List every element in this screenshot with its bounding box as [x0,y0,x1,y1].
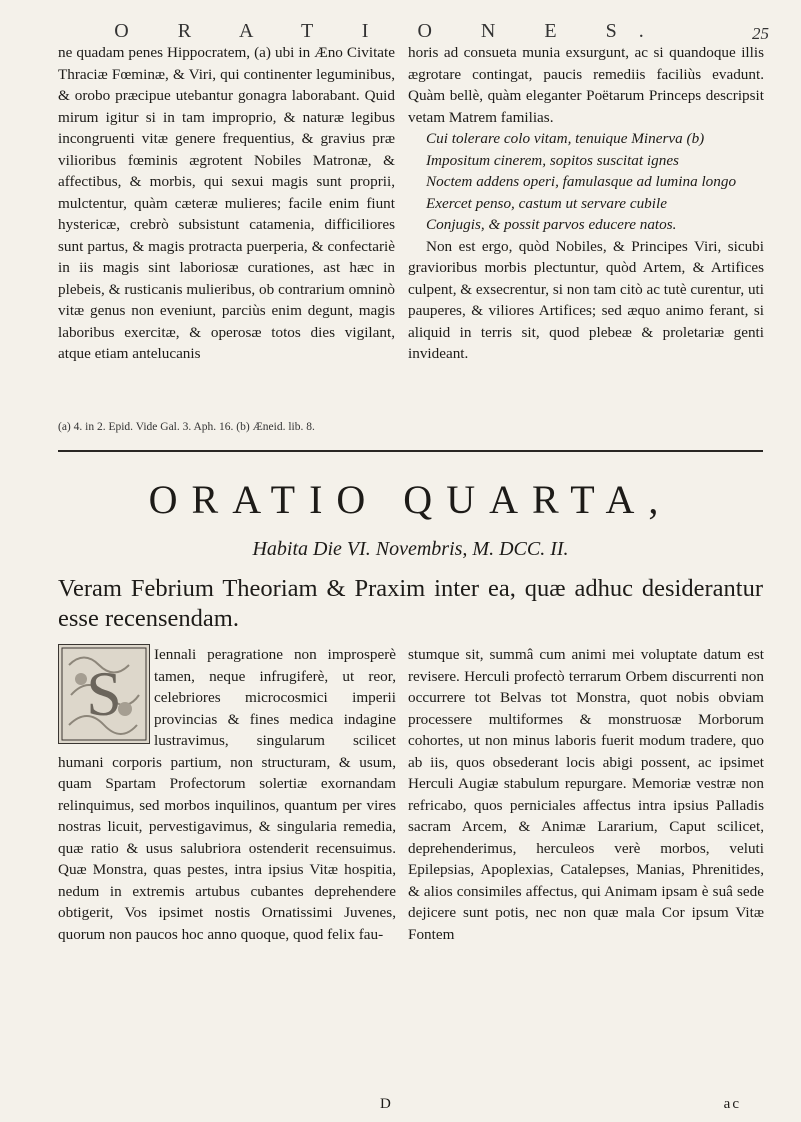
top-left-paragraph: ne quadam penes Hippocratem, (a) ubi in Æno Civitate Thraciæ Fœminæ, & Viri, qui continenter leguminibus, & orobo præcipue utebantur gonagra laborabant. Quid mirum igitur si in tam improprio, & naturæ legibus incongruenti vitæ genere frequentius, & gravius præ vilioribus fœminis ægrotent Nobiles Matronæ, & affectibus, & morbis, qui sexui magis sunt proprii, mulctentur, quàm cæteræ mulieres; facile enim fiunt hystericæ, crebrò subsistunt catamenia, difficiliores sunt partus, & magis protracta puerperia, & confectariè in iis magis sint laboriosæ curationes, ast hæc in plebeis, & rusticanis mulieribus, ob contrarium omninò vitæ genus non eveniunt, parciùs enim degunt, magis laboribus exercitæ, & operosæ totos dies vigilant, atque etiam antelucanis [58,44,395,362]
ornamental-initial [58,644,150,744]
catchword: ac [723,1096,741,1112]
oration-subtitle: Habita Die VI. Novembris, M. DCC. II. [252,538,569,560]
poem-quotation [408,128,764,236]
top-left-column [58,42,395,365]
poem-line: Conjugis, & possit parvos educere natos. [426,216,677,233]
bottom-left-paragraph: Iennali peragratione non improsperè tamen, neque infrugiferè, ut reor, celebriores microcosmici imperii provincias & fines medica indagine lustravimus, singularum scilicet humani corporis partium, non structuram, & usum, quam Spartam Profectorum solertiæ exornandam relinquimus, sed morbos inquilinos, quantum per vires nostras licuit, pervestigavimus, & singularia remedia, quæ ratio & usus salubriora ostenderit recensuimus. Quæ Monstra, quas pestes, intra ipsius Vitæ hospitia, nedum in extremis artubus cubantes deprehendere obtigerit, Vos ipsimet nostis Ornatissimi Juvenes, quorum non paucos hoc anno quoque, quod felix fau- [58,646,396,943]
page-number: 25 [752,24,769,43]
poem-line: Exercet penso, castum ut servare cubile [426,194,667,212]
poem-line: Impositum cinerem, sopitos suscitat ignes [426,151,679,169]
running-title: O R A T I O N E S. [114,20,666,42]
oration-lead: Veram Febrium Theoriam & Praxim inter ea, quæ adhuc desiderantur esse recensendam. [58,575,763,632]
bottom-right-paragraph: stumque sit, summâ cum animi mei voluptate datum est revisere. Herculi profectò terrarum Orbem discurrenti non occurrere tot Belvas tot Monstra, quot nobis obviam processere multiformes & monstruosæ Morborum cohortes, ut non minus laboris fuerit modum tradere, quo ab iis, quos obsederant locis abigi possent, ac ipsimet Herculi Augiæ stabulum repurgare. Memoriæ vestræ non refricabo, quos perniciales affectus intra ipsius Palladis sacram Arcem, & Animæ Lararium, Caput scilicet, deprehenderimus, herculeos verè morbos, veluti Epilepsias, Apoplexias, Catalepses, Manias, Phrenitides, & alios consimiles affectus, qui Animam ipsam è suâ sede dejicere sunt potis, nec non quæ mala Cor ipsum Vitæ Fontem [408,646,764,943]
signature-mark: D [380,1096,393,1112]
bottom-right-column [408,644,764,945]
top-right-column [408,42,764,365]
top-right-paragraph: Non est ergo, quòd Nobiles, & Principes Viri, sicubi gravioribus morbis plectuntur, quòd Artem, & Artifices culpent, & exsecrentur, si non tam citò ac tutè curentur, uti pauperes, & viliores Artifices; sed æquo animo ferant, si aliquid in terris sit, quod plebeæ & proletariæ genti invideant. [408,237,764,362]
ornament-letter: S [86,658,122,729]
poem-line: Noctem addens operi, famulasque ad lumina longo [426,173,737,190]
section-divider [58,450,763,452]
oration-title: ORATIO QUARTA, [148,477,673,522]
footnote: (a) 4. in 2. Epid. Vide Gal. 3. Aph. 16. (b) Æneid. lib. 8. [58,421,315,433]
top-right-intro: horis ad consueta munia exsurgunt, ac si quandoque illis ægrotare contingat, paucis remediis faciliùs evadunt. Quàm bellè, quàm eleganter Poëtarum Princeps descripsit vetam Matrem familias. [408,44,764,126]
poem-line: Cui tolerare colo vitam, tenuique Minerva (b) [426,130,705,147]
